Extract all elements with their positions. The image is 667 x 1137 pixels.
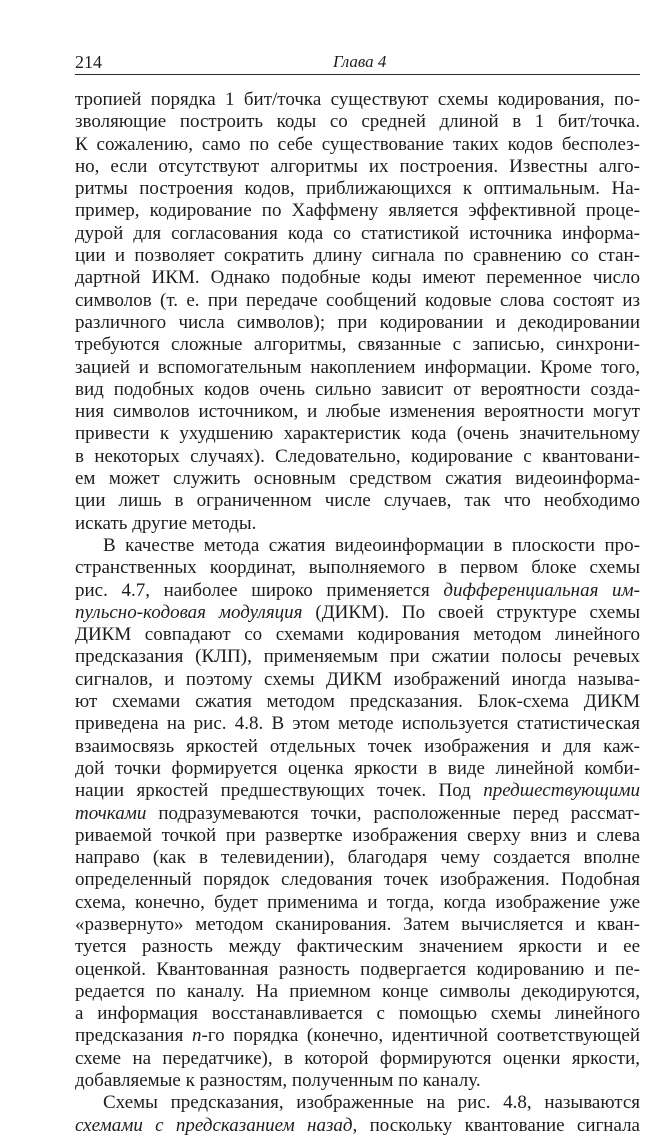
text-line: ния символов источником, и любые изменения вероятности могут <box>75 401 640 423</box>
text-line: пример, кодирование по Хаффмену является эффективной проце- <box>75 200 640 222</box>
line-fragment: подразумеваются точки, расположенные перед рассмат- <box>146 802 640 824</box>
text-line: схеме на передатчике), в которой формируются оценки яркости, <box>75 1047 640 1069</box>
line-fragment: нации яркостей предшествующих точек. Под <box>75 780 484 802</box>
header-rule <box>75 74 640 75</box>
text-line: искать другие методы. <box>75 512 257 534</box>
text-line: взаимосвязь яркостей отдельных точек изображения и для каж- <box>75 735 640 757</box>
text-line <box>75 580 640 602</box>
text-line: приведена на рис. 4.8. В этом методе используется статистическая <box>75 713 640 735</box>
text-line: вид подобных кодов очень сильно зависит от вероятности созда- <box>75 378 640 400</box>
text-line: но, если отсутствуют алгоритмы их построения. Известны алго- <box>75 155 640 177</box>
line-fragment: поскольку квантование сигнала <box>357 1114 640 1136</box>
emphasis-text: точками <box>75 802 147 824</box>
text-line: редается по каналу. На приемном конце символы декодируются, <box>75 980 640 1002</box>
text-line <box>75 780 640 802</box>
text-line: привести к ухудшению характеристик кода (очень значительному <box>75 423 640 445</box>
text-line: Схемы предсказания, изображенные на рис. 4.8, называются <box>103 1092 640 1114</box>
text-line: К сожалению, само по себе существование таких кодов бесполез- <box>75 133 640 155</box>
text-line <box>75 602 640 624</box>
text-line: В качестве метода сжатия видеоинформации в плоскости про- <box>103 534 640 556</box>
body-text <box>75 89 640 1137</box>
line-fragment: предсказания <box>75 1025 192 1047</box>
text-line: в некоторых случаях). Следовательно, кодирование с квантовани- <box>75 445 640 467</box>
text-line: схема, конечно, будет применима и тогда, когда изображение уже <box>75 891 640 913</box>
text-line: тропией порядка 1 бит/точка существуют схемы кодирования, по- <box>75 89 640 110</box>
text-line: ритмы построения кодов, приближающихся к оптимальным. На- <box>75 178 640 200</box>
text-line: различного числа символов); при кодировании и декодировании <box>75 311 640 333</box>
emphasis-text: n <box>192 1025 202 1047</box>
text-line: ДИКМ совпадают со схемами кодирования методом линейного <box>75 624 640 646</box>
page-header <box>75 50 640 74</box>
line-fragment: рис. 4.7, наиболее широко применяется <box>75 579 444 601</box>
text-line: определенный порядок следования точек изображения. Подобная <box>75 869 640 891</box>
text-line: сигналов, и поэтому схемы ДИКМ изображений иногда называ- <box>75 668 640 690</box>
text-line: риваемой точкой при развертке изображения сверху вниз и слева <box>75 824 640 846</box>
text-line: символов (т. е. при передаче сообщений кодовые слова состоят из <box>75 289 640 311</box>
text-line: добавляемые к разностям, полученным по каналу. <box>75 1070 481 1092</box>
text-line: дартной ИКМ. Однако подобные коды имеют переменное число <box>75 267 640 289</box>
text-line: ем может служить основным средством сжатия видеоинформа- <box>75 468 640 490</box>
page-number: 214 <box>75 52 102 72</box>
text-line: дой точки формируется оценка яркости в виде линейной комби- <box>75 757 640 779</box>
text-line: ют схемами сжатия методом предсказания. Блок-схема ДИКМ <box>75 691 640 713</box>
text-line <box>75 1025 640 1047</box>
text-line: дурой для согласования кода со статистикой источника информа- <box>75 222 640 244</box>
chapter-title: Глава 4 <box>333 52 387 71</box>
text-line: ции лишь в ограниченном числе случаев, так что необходимо <box>75 490 640 512</box>
text-line <box>75 803 640 825</box>
text-line: направо (как в телевидении), благодаря чему создается вполне <box>75 847 640 869</box>
text-line: оценкой. Квантованная разность подвергается кодированию и пе- <box>75 958 640 980</box>
emphasis-text: схемами с предсказанием назад, <box>75 1114 358 1136</box>
line-fragment: (ДИКМ). По своей структуре схемы <box>302 601 640 623</box>
text-line: требуются сложные алгоритмы, связанные с записью, синхрони- <box>75 334 640 356</box>
text-line: предсказания (КЛП), применяемым при сжатии полосы речевых <box>75 646 640 668</box>
text-line: зволяющие построить коды со средней длиной в 1 бит/точка. <box>75 111 640 133</box>
emphasis-text: предшествующими <box>483 780 640 802</box>
text-line: странственных координат, выполняемого в первом блоке схемы <box>75 557 640 579</box>
text-line: зацией и вспомогательным накоплением информации. Кроме того, <box>75 356 640 378</box>
text-line: а информация восстанавливается с помощью схемы линейного <box>75 1003 640 1025</box>
emphasis-text: дифференциальная им- <box>443 579 640 601</box>
text-line: туется разность между фактическим значением яркости и ее <box>75 936 640 958</box>
line-fragment: -го порядка (конечно, идентичной соответствующей <box>201 1025 640 1047</box>
emphasis-text: пульсно-кодовая модуляция <box>75 601 303 623</box>
text-line <box>75 1115 640 1137</box>
text-line: «развернуто» методом сканирования. Затем вычисляется и кван- <box>75 913 640 935</box>
text-line: ции и позволяет сократить длину сигнала по сравнению со стан- <box>75 245 640 267</box>
